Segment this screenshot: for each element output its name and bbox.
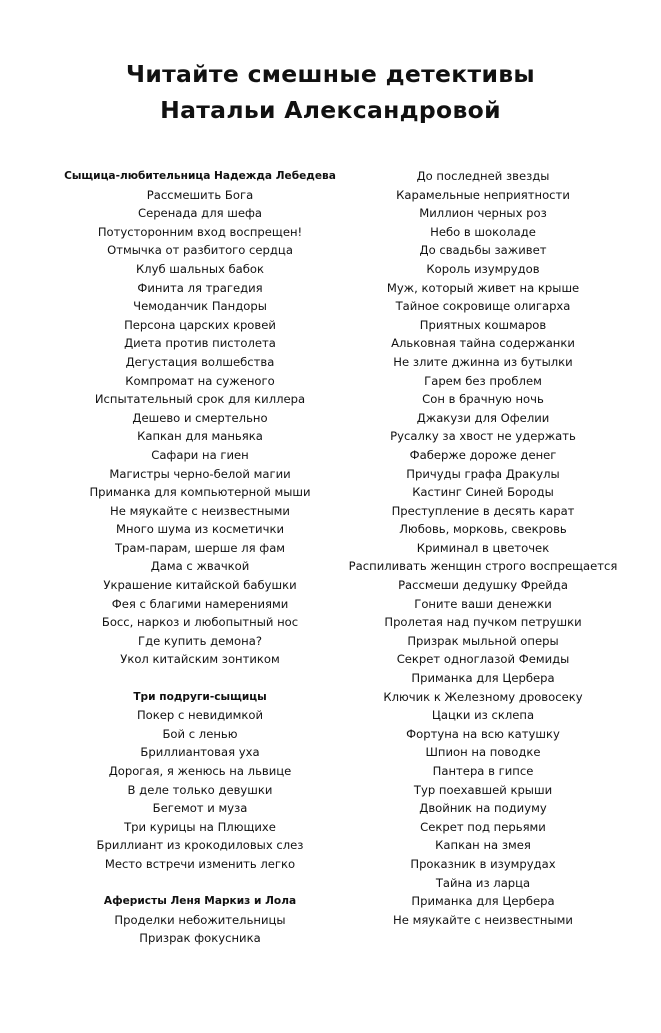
book-title: Трам-парам, шерше ля фам [114,540,286,555]
book-title: Не злите джинна из бутылки [393,354,573,369]
book-title: Фортуна на всю катушку [406,726,560,741]
book-title: Потусторонним вход воспрещен! [97,224,303,239]
book-title: Капкан на змея [435,838,531,853]
book-title: Ключик к Железному дровосеку [383,689,583,704]
book-title: Дорогая, я женюсь на львице [108,764,292,778]
book-title: Капкан для маньяка [137,429,263,444]
book-title: Пролетая над пучком петрушки [384,615,582,630]
book-title: Много шума из косметички [116,522,284,537]
book-title: Сафари на гиен [151,447,249,462]
book-title: Небо в шоколаде [430,224,536,239]
book-title: Серенада для шефа [137,206,263,221]
book-title: Приманка для Цербера [411,671,555,686]
book-title: Тайное сокровище олигарха [395,299,571,314]
book-title: Три курицы на Плющихе [124,819,276,834]
book-title: Миллион черных роз [419,206,547,221]
left-title-column [35,167,365,948]
book-title: Бриллиант из крокодиловых слез [96,838,304,853]
book-title: Пантера в гипсе [432,764,534,778]
section-spacer [35,874,365,893]
book-title: Криминал в цветочек [416,540,550,555]
book-title: Проказник в изумрудах [410,856,556,871]
book-title: Приятных кошмаров [419,317,547,332]
book-title: Дешево и смертельно [132,410,268,425]
book-title: Король изумрудов [426,261,540,276]
book-title: Муж, который живет на крыше [386,280,580,295]
book-title: Дама с жвачкой [150,559,250,574]
book-title: Шпион на поводке [425,745,541,760]
book-title: Призрак мыльной оперы [407,633,559,648]
book-title: Преступление в десять карат [391,503,575,518]
book-title: Не мяукайте с неизвестными [393,912,573,927]
book-title: Двойник на подиуму [419,801,547,816]
series-heading: Аферисты Леня Маркиз и Лола [103,895,297,908]
book-title: Покер с невидимкой [136,708,264,723]
book-title: Приманка для Цербера [411,894,555,909]
book-title: Тур поехавшей крыши [413,782,553,797]
book-title: Магистры черно-белой магии [109,466,291,481]
book-title: Секрет одноглазой Фемиды [396,652,570,667]
book-title: Джакузи для Офелии [416,410,550,425]
book-title: Персона царских кровей [124,317,276,332]
book-title: Босс, наркоз и любопытный нос [101,615,299,630]
right-title-column [318,167,648,929]
book-title: Отмычка от разбитого сердца [107,243,293,258]
book-title: Бегемот и муза [152,801,248,816]
page-title [0,56,661,128]
book-title: Фея с благими намерениями [111,596,289,611]
series-heading: Сыщица-любительница Надежда Лебедева [64,170,336,182]
series-heading: Три подруги-сыщицы [133,690,267,703]
book-title: Бой с ленью [162,726,238,741]
book-title: Распиливать женщин строго воспрещается [348,559,618,574]
book-title: Причуды графа Дракулы [406,466,560,481]
book-title: Альковная тайна содержанки [391,336,575,351]
book-title: Карамельные неприятности [396,187,570,202]
book-title: В деле только девушки [127,782,273,797]
book-title: Русалку за хвост не удержать [390,429,576,444]
book-title: Рассмеши дедушку Фрейда [398,578,568,593]
book-title: Чемоданчик Пандоры [133,299,267,314]
book-title: Сон в брачную ночь [422,392,544,407]
section-spacer [35,669,365,688]
book-title: Компромат на суженого [125,373,275,388]
book-title: Украшение китайской бабушки [103,578,297,593]
book-title: Клуб шальных бабок [135,261,265,276]
book-title: До последней звезды [416,169,550,183]
book-title: Бриллиантовая уха [140,745,260,760]
page-title-line-1: Читайте смешные детективы [126,60,535,88]
book-title: Место встречи изменить легко [104,856,296,871]
book-title: Не мяукайте с неизвестными [110,503,290,518]
book-title: До свадьбы заживет [419,243,547,258]
book-title: Фаберже дороже денег [409,447,557,462]
book-title: Диета против пистолета [124,336,276,351]
book-title: Дегустация волшебства [125,354,275,369]
book-title: Гарем без проблем [424,373,542,388]
book-title: Цацки из склепа [431,708,535,723]
book-title: Призрак фокусника [139,931,261,946]
book-title: Рассмешить Бога [146,187,254,202]
book-title: Проделки небожительницы [114,912,286,927]
book-title: Любовь, морковь, свекровь [399,522,567,537]
page-title-line-2: Натальи Александровой [160,96,501,124]
book-title: Финита ля трагедия [137,280,263,295]
book-title: Укол китайским зонтиком [120,652,280,667]
book-title: Гоните ваши денежки [414,596,552,611]
book-title: Кастинг Синей Бороды [412,485,554,500]
book-title: Где купить демона? [138,633,262,648]
book-title: Испытательный срок для киллера [94,392,306,407]
book-title: Секрет под перьями [420,819,546,834]
book-title: Тайна из ларца [435,875,531,890]
book-title: Приманка для компьютерной мыши [89,485,311,500]
